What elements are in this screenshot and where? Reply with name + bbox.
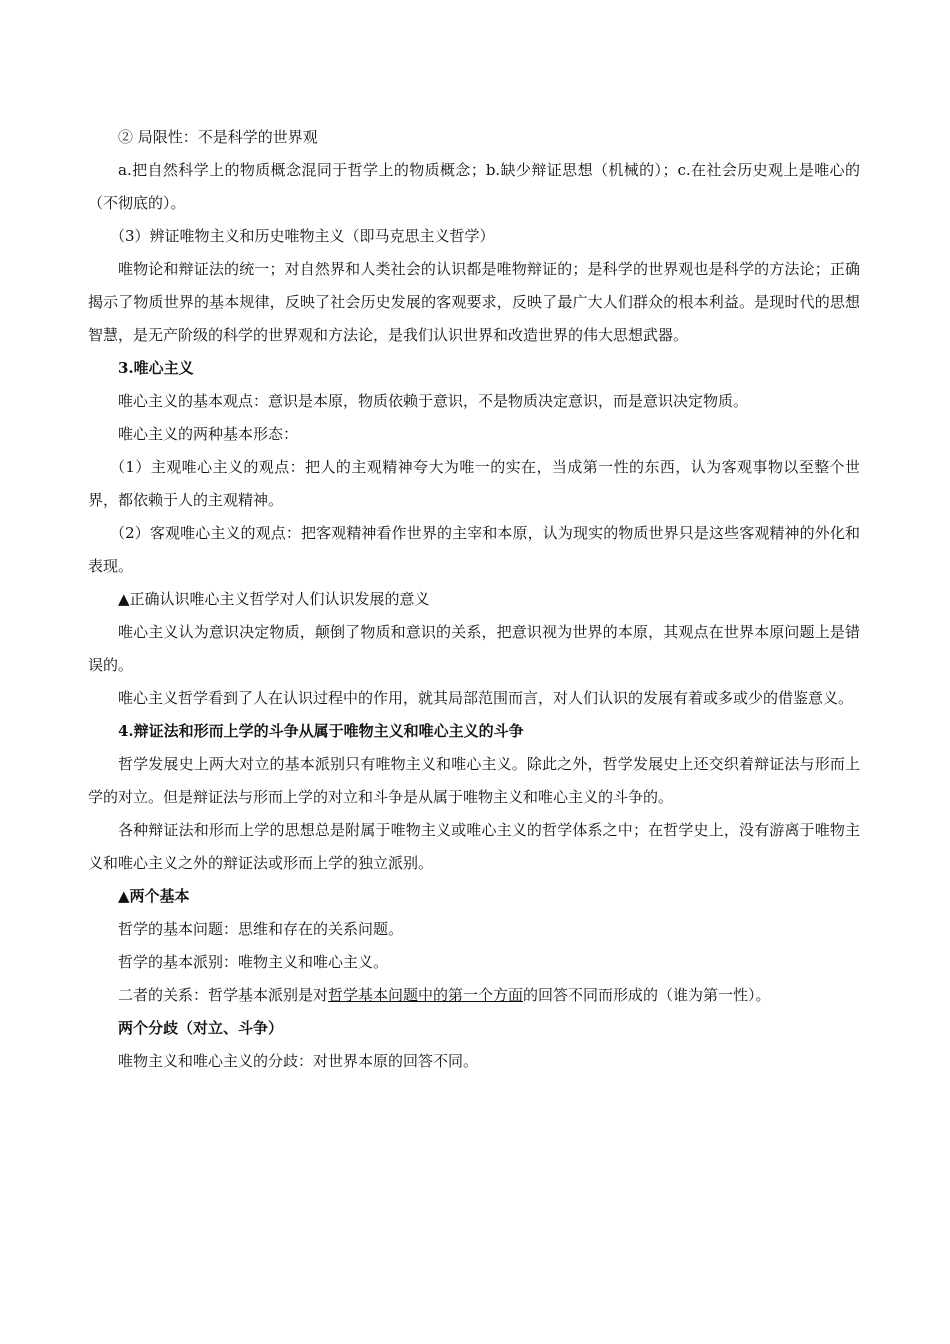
- heading-two-basics: ▲两个基本: [118, 887, 190, 905]
- paragraph-no-independent-school: 各种辩证法和形而上学的思想总是附属于唯物主义或唯心主义的哲学体系之中；在哲学史上，没有游离于唯物主义和唯心主义之外的辩证法或形而上学的独立派别。: [88, 821, 860, 872]
- document-page: [88, 121, 860, 1078]
- paragraph-relationship: [88, 979, 860, 1012]
- section-heading-idealism: 3.唯心主义: [118, 359, 194, 377]
- relationship-text-after: 的回答不同而形成的（谁为第一性）。: [523, 986, 771, 1004]
- paragraph-subjective-idealism: （1）主观唯心主义的观点：把人的主观精神夸大为唯一的实在，当成第一性的东西，认为客观事物以至整个世界，都依赖于人的主观精神。: [88, 458, 860, 509]
- paragraph-limitation-detail: a.把自然科学上的物质概念混同于哲学上的物质概念；b.缺少辩证思想（机械的）；c.在社会历史观上是唯心的（不彻底的）。: [88, 161, 860, 212]
- relationship-text-before: 二者的关系：哲学基本派别是对: [118, 986, 329, 1004]
- paragraph-two-schools: 哲学发展史上两大对立的基本派别只有唯物主义和唯心主义。除此之外，哲学发展史上还交织着辩证法与形而上学的对立。但是辩证法与形而上学的对立和斗争是从属于唯物主义和唯心主义的斗争的。: [88, 755, 860, 806]
- paragraph-idealism-error: 唯心主义认为意识决定物质，颠倒了物质和意识的关系，把意识视为世界的本原，其观点在世界本原问题上是错误的。: [88, 623, 860, 674]
- paragraph-idealism-basic-view: 唯心主义的基本观点：意识是本原，物质依赖于意识，不是物质决定意识，而是意识决定物质。: [118, 392, 749, 410]
- paragraph-idealism-reference: 唯心主义哲学看到了人在认识过程中的作用，就其局部范围而言，对人们认识的发展有着或多或少的借鉴意义。: [118, 689, 854, 707]
- paragraph-idealism-significance-heading: ▲正确认识唯心主义哲学对人们认识发展的意义: [118, 590, 430, 608]
- paragraph-dialectical-materialism-heading: （3）辨证唯物主义和历史唯物主义（即马克思主义哲学）: [110, 227, 495, 245]
- paragraph-objective-idealism: （2）客观唯心主义的观点：把客观精神看作世界的主宰和本原，认为现实的物质世界只是这些客观精神的外化和表现。: [88, 524, 860, 575]
- paragraph-limitation: ② 局限性：不是科学的世界观: [118, 128, 318, 146]
- paragraph-divergence: 唯物主义和唯心主义的分歧：对世界本原的回答不同。: [118, 1052, 479, 1070]
- paragraph-basic-schools: 哲学的基本派别：唯物主义和唯心主义。: [118, 953, 389, 971]
- paragraph-basic-question: 哲学的基本问题：思维和存在的关系问题。: [118, 920, 404, 938]
- paragraph-dialectical-materialism-detail: 唯物论和辩证法的统一；对自然界和人类社会的认识都是唯物辩证的；是科学的世界观也是科学的方法论；正确揭示了物质世界的基本规律，反映了社会历史发展的客观要求，反映了最广大人们群众的根本利益。是现时代的思想智慧，是无产阶级的科学的世界观和方法论，是我们认识世界和改造世界的伟大思想武器。: [88, 260, 860, 344]
- heading-two-divergences: 两个分歧（对立、斗争）: [118, 1019, 284, 1037]
- paragraph-idealism-forms: 唯心主义的两种基本形态：: [118, 425, 299, 443]
- section-heading-dialectics-metaphysics: 4.辩证法和形而上学的斗争从属于唯物主义和唯心主义的斗争: [118, 722, 524, 740]
- relationship-text-underlined: 哲学基本问题中的第一个方面: [328, 986, 524, 1004]
